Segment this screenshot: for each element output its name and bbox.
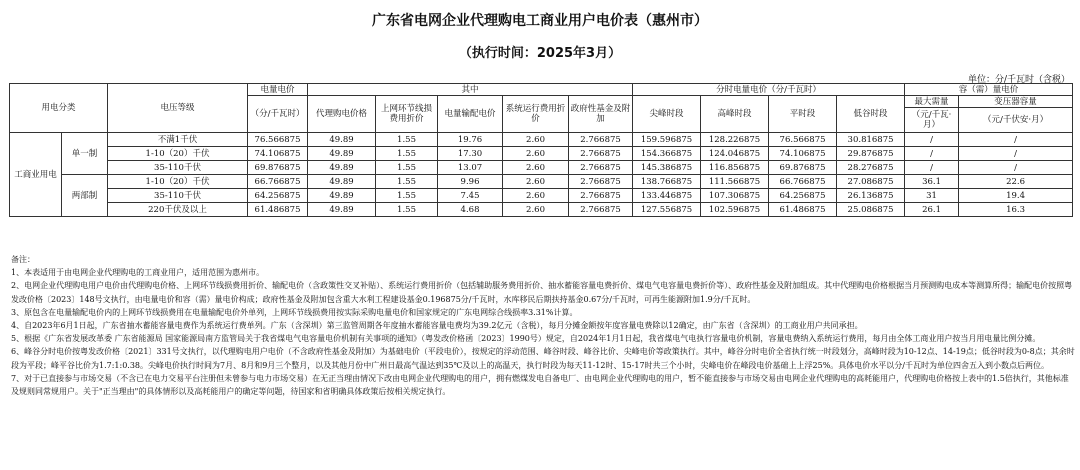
col-header-energy-unit: （分/千瓦时） [248,96,308,133]
cell-transformer: / [959,147,1073,161]
note-item: 4、自2023年6月1日起，广东省抽水蓄能容量电费作为系统运行费单列。广东（含深圳）第三监管周期各年度抽水蓄能容量电费均为39.2亿元（含税），每月分摊金额按年度容量电费除以12确定，由广东省（含深圳）的工商业用户共同承担。 [11,321,863,331]
cell-transmission: 7.45 [438,189,503,203]
cell-valley: 28.276875 [837,161,905,175]
cell-energy-price: 74.106875 [248,147,308,161]
cell-loss-price: 1.55 [376,147,438,161]
cell-max-demand: 31 [905,189,959,203]
cell-max-demand: / [905,133,959,147]
table-row [10,203,1073,217]
cell-gov-fund: 2.766875 [569,203,633,217]
single-part-label: 单一制 [62,133,108,175]
cell-voltage: 35-110千伏 [108,161,248,175]
cell-system-cost: 2.60 [503,133,569,147]
table-row [10,161,1073,175]
cell-loss-price: 1.55 [376,175,438,189]
col-header-high: 高峰时段 [701,96,769,133]
two-part-label: 两部制 [62,175,108,217]
cell-voltage: 1-10（20）千伏 [108,147,248,161]
cell-valley: 30.816875 [837,133,905,147]
cell-max-demand: 36.1 [905,175,959,189]
col-header-system-cost: 系统运行费用折价 [503,96,569,133]
table-row [10,133,1073,147]
cell-high: 124.046875 [701,147,769,161]
note-item: 5、根据《广东省发展改革委 广东省能源局 国家能源局南方监管局关于我省煤电气电容量电价机制有关事项的通知》（粤发改价格函〔2023〕1990号）规定，自2024年1月1日起，我省煤电气电执行容量电价机制，容量电费纳入系统运行费用，每月由全体工商业用户按当月用电量比例分摊。 [11,334,1041,344]
page-subtitle: （执行时间：2025年3月） [458,46,622,61]
cell-system-cost: 2.60 [503,203,569,217]
cell-gov-fund: 2.766875 [569,175,633,189]
cell-energy-price: 76.566875 [248,133,308,147]
cell-peak: 154.366875 [633,147,701,161]
note-item: 7、对于已直接参与市场交易（不含已在电力交易平台注册但未曾参与电力市场交易）在无正当理由情况下改由电网企业代理购电的用户，拥有燃煤发电自备电厂、由电网企业代理购电的用户，暂不能直接参与市场交易由电网企业代理购电的高耗能用户，代理购电价格按上表中的1.5倍执行，其他标准及规则同常规用户。关于"正当理由"的具体情形以及高耗能用户的确定等问题，待国家和省明确具体政策后按相关规定执行。 [11,373,1069,397]
cell-peak: 159.596875 [633,133,701,147]
cell-agency-price: 49.89 [308,189,376,203]
cell-max-demand: 26.1 [905,203,959,217]
cell-energy-price: 61.486875 [248,203,308,217]
note-item: 2、电网企业代理购电用户电价由代理购电价格、上网环节线损费用折价、输配电价（含政策性交叉补贴）、系统运行费用折价（包括辅助服务费用折价、抽水蓄能容量电费折价、煤电气电容量电费折价等）、政府性基金及附加组成。其中代理购电价格根据当月预测购电成本等测算所得；输配电价按照粤发改价格〔2023〕148号文执行，由电量电价和容（需）量电价构成；政府性基金及附加包含重大水利工程建设基金0.196875分/千瓦时，水库移民后期扶持基金0.67分/千瓦时，可再生能源附加1.9分/千瓦时。 [11,281,1073,304]
cell-agency-price: 49.89 [308,175,376,189]
notes-heading: 备注： [11,255,35,264]
table-row [10,175,1073,189]
col-header-max-demand: 最大需量 [905,96,959,108]
cell-transformer: 16.3 [959,203,1073,217]
cell-high: 111.566875 [701,175,769,189]
cell-voltage: 不满1千伏 [108,133,248,147]
col-header-capacity: 容（需）量电价 [905,84,1073,96]
cell-valley: 25.086875 [837,203,905,217]
cell-transmission: 17.30 [438,147,503,161]
price-table [9,83,1073,217]
cell-agency-price: 49.89 [308,161,376,175]
table-row [10,189,1073,203]
cell-voltage: 35-110千伏 [108,189,248,203]
col-header-among: 其中 [308,84,633,96]
col-header-category: 用电分类 [10,84,108,133]
cell-system-cost: 2.60 [503,175,569,189]
col-header-transformer-unit: （元/千伏安·月） [959,108,1073,133]
page-title: 广东省电网企业代理购电工商业用户电价表（惠州市） [372,13,708,29]
cell-transformer: 19.4 [959,189,1073,203]
cell-agency-price: 49.89 [308,203,376,217]
col-header-energy-price: 电量电价 [248,84,308,96]
cell-max-demand: / [905,161,959,175]
cell-transmission: 9.96 [438,175,503,189]
cell-flat: 64.256875 [769,189,837,203]
notes-section [11,253,1075,398]
cell-flat: 66.766875 [769,175,837,189]
cell-max-demand: / [905,147,959,161]
col-header-max-demand-unit: （元/千瓦·月） [905,108,959,133]
cell-peak: 127.556875 [633,203,701,217]
cell-flat: 74.106875 [769,147,837,161]
unit-label: 单位：分/千瓦时（含税） [967,75,1070,85]
cell-loss-price: 1.55 [376,189,438,203]
cell-peak: 133.446875 [633,189,701,203]
col-header-voltage: 电压等级 [108,84,248,133]
cell-peak: 145.386875 [633,161,701,175]
col-header-transmission: 电量输配电价 [438,96,503,133]
cell-valley: 27.086875 [837,175,905,189]
cell-energy-price: 64.256875 [248,189,308,203]
cell-gov-fund: 2.766875 [569,147,633,161]
cell-transmission: 4.68 [438,203,503,217]
cell-gov-fund: 2.766875 [569,133,633,147]
cell-flat: 76.566875 [769,133,837,147]
note-item: 3、原包含在电量输配电价内的上网环节线损费用在电量输配电价外单列，上网环节线损费用按实际采购电量电价和国家规定的广东电网综合线损率3.31%计算。 [11,307,578,317]
cell-voltage: 220千伏及以上 [108,203,248,217]
cell-flat: 69.876875 [769,161,837,175]
cell-peak: 138.766875 [633,175,701,189]
cell-system-cost: 2.60 [503,161,569,175]
cell-valley: 29.876875 [837,147,905,161]
col-header-tou: 分时电量电价（分/千瓦时） [633,84,905,96]
cell-loss-price: 1.55 [376,203,438,217]
cell-high: 116.856875 [701,161,769,175]
note-item: 6、峰谷分时电价按粤发改价格〔2021〕331号文执行，以代理购电用户电价（不含政府性基金及附加）为基础电价（平段电价），按规定的浮动范围、峰谷时段、峰谷比价、尖峰电价等政策执行。其中，峰谷分时电价全省执行统一时段划分，高峰时段为10-12点、14-19点；低谷时段为0-8点；其余时段为平段；峰平谷比价为1.7:1:0.38。尖峰电价执行时间为7月、8月和9月三个整月，以及其他月份中广州日最高气温达到35℃及以上的高温天，执行时段为每天11-12时、15-17时共三个小时，尖峰电价在峰段电价基础上上浮25%。具体电价水平以分/千瓦时为单位四舍五入到小数点后两位。 [11,347,1075,370]
header-row-1 [10,84,1073,96]
cell-voltage: 1-10（20）千伏 [108,175,248,189]
table-row [10,147,1073,161]
col-header-gov-fund: 政府性基金及附加 [569,96,633,133]
cell-energy-price: 66.766875 [248,175,308,189]
col-header-transformer: 变压器容量 [959,96,1073,108]
cell-flat: 61.486875 [769,203,837,217]
cell-high: 107.306875 [701,189,769,203]
cell-transformer: / [959,161,1073,175]
cell-transmission: 13.07 [438,161,503,175]
cell-system-cost: 2.60 [503,147,569,161]
col-header-loss: 上网环节线损费用折价 [376,96,438,133]
cell-loss-price: 1.55 [376,161,438,175]
cell-high: 128.226875 [701,133,769,147]
cell-loss-price: 1.55 [376,133,438,147]
cell-valley: 26.136875 [837,189,905,203]
table-body [10,133,1073,217]
cell-transformer: 22.6 [959,175,1073,189]
col-header-flat: 平时段 [769,96,837,133]
col-header-valley: 低谷时段 [837,96,905,133]
cell-agency-price: 49.89 [308,133,376,147]
cell-agency-price: 49.89 [308,147,376,161]
col-header-peak: 尖峰时段 [633,96,701,133]
cell-system-cost: 2.60 [503,189,569,203]
col-header-agency: 代理购电价格 [308,96,376,133]
group-label: 工商业用电 [10,133,62,217]
cell-gov-fund: 2.766875 [569,189,633,203]
cell-energy-price: 69.876875 [248,161,308,175]
note-item: 1、本表适用于由电网企业代理购电的工商业用户，适用范围为惠州市。 [11,268,265,278]
cell-transformer: / [959,133,1073,147]
cell-high: 102.596875 [701,203,769,217]
cell-gov-fund: 2.766875 [569,161,633,175]
cell-transmission: 19.76 [438,133,503,147]
